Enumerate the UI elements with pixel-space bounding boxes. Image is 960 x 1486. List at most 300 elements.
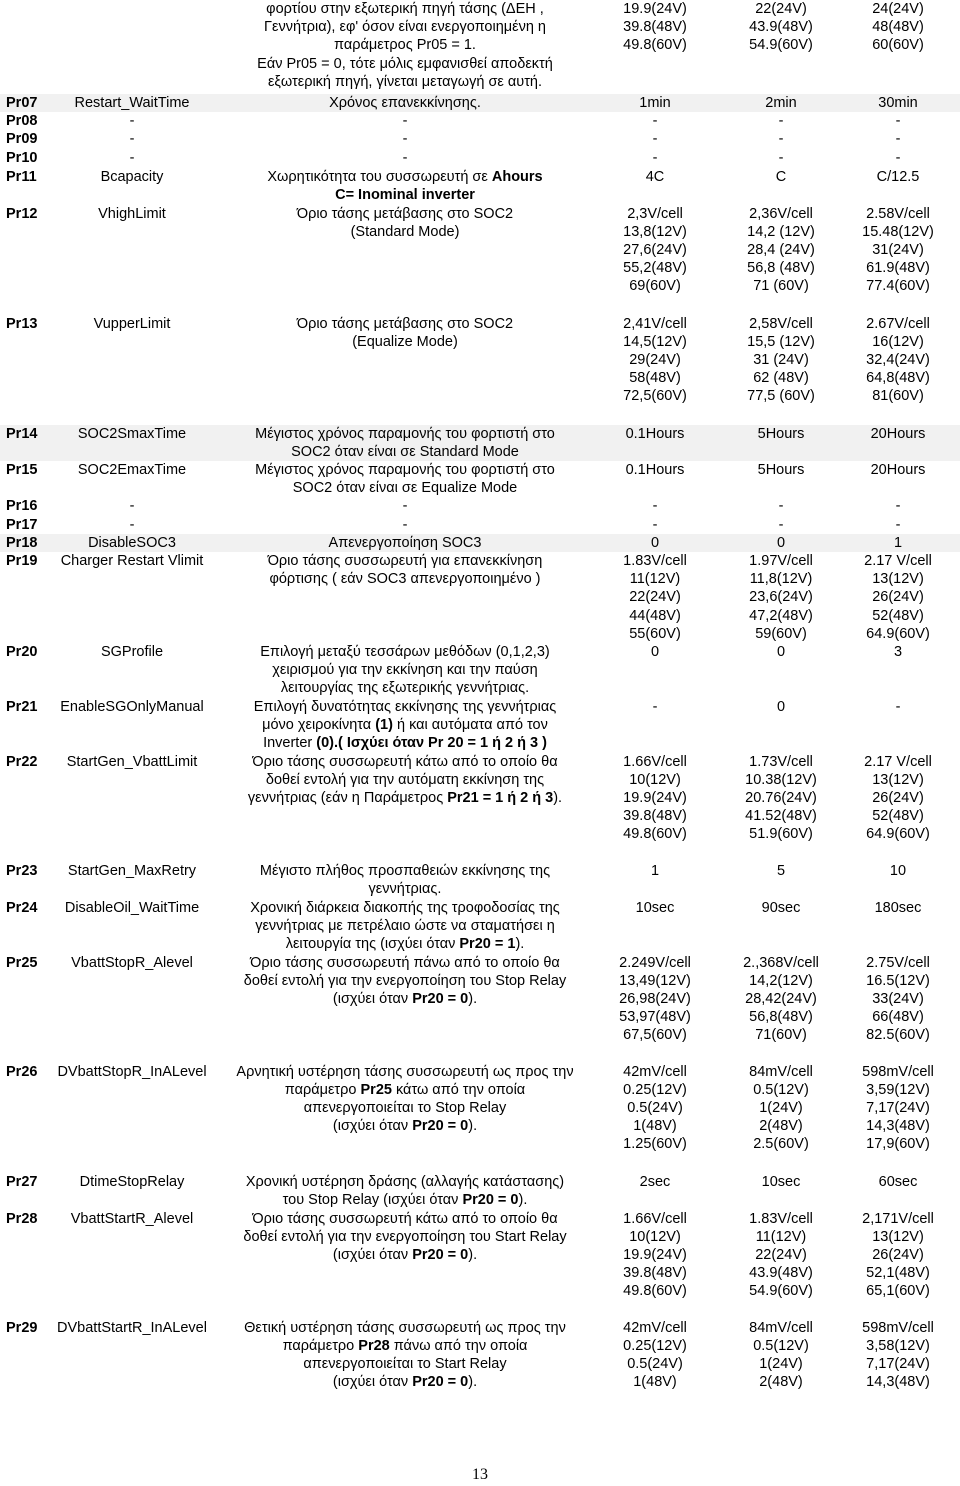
default-value: 2.,368V/cell (743, 954, 819, 971)
parameter-description-cell (218, 1210, 592, 1319)
min-value-cell (592, 205, 718, 315)
max-value-cell (844, 461, 960, 497)
parameter-code: Pr27 (6, 1173, 38, 1190)
default-value: 5Hours (757, 425, 805, 442)
max-value-cell (844, 1210, 960, 1319)
max-value: 20Hours (870, 425, 926, 442)
min-value: 19.9(24V) (623, 1, 687, 17)
parameter-name-cell (46, 862, 218, 899)
parameter-description: Μέγιστο πλήθος προσπαθειών εκκίνησης της (259, 862, 551, 879)
default-value: 31 (24V) (753, 352, 809, 369)
max-value-cell (844, 497, 960, 515)
min-value: 1 (650, 862, 660, 879)
parameter-name: StartGen_VbattLimit (66, 753, 198, 770)
parameter-description-cell (218, 461, 592, 497)
max-value: 60(60V) (872, 37, 924, 54)
default-value: 0 (776, 534, 786, 551)
parameter-code: Pr11 (6, 168, 37, 185)
max-value: 30min (878, 95, 918, 111)
parameter-code: Pr21 (6, 699, 38, 716)
default-value: 84mV/cell (749, 1063, 813, 1080)
max-value: 1 (893, 534, 903, 551)
max-value: 13(12V) (872, 1228, 924, 1245)
parameter-code-cell (0, 954, 46, 1063)
parameter-description: - (402, 131, 408, 148)
parameter-code-cell (0, 862, 46, 899)
default-value: 1(24V) (759, 1100, 803, 1117)
max-value-cell (844, 643, 960, 698)
parameter-code-cell (0, 315, 46, 425)
table-row (0, 698, 960, 753)
min-value-cell (592, 315, 718, 425)
default-value: 54.9(60V) (749, 37, 813, 54)
min-value-cell (592, 534, 718, 552)
default-value-cell (718, 130, 844, 149)
parameter-code: Pr28 (6, 1210, 38, 1227)
parameter-name: VbattStartR_Alevel (70, 1210, 194, 1227)
default-value: 20.76(24V) (745, 790, 817, 807)
parameter-description: (ισχύει όταν Pr20 = 0). (332, 1374, 478, 1391)
parameter-description: SOC2 όταν είναι σε Equalize Mode (292, 480, 518, 497)
min-value-cell (592, 0, 718, 94)
default-value-cell (718, 552, 844, 643)
max-value: - (895, 113, 901, 130)
parameter-code: Pr22 (6, 753, 38, 770)
parameter-description: χειρισμού για την εκκίνηση και την παύση (272, 662, 538, 679)
parameter-name: Restart_WaitTime (74, 95, 190, 111)
min-value: 27,6(24V) (623, 242, 687, 259)
table-row (0, 552, 960, 643)
parameter-description: γεννήτριας. (368, 880, 442, 897)
min-value-cell (592, 1063, 718, 1173)
max-value: 81(60V) (872, 388, 924, 405)
default-value: 62 (48V) (753, 370, 809, 387)
parameter-description-cell (218, 753, 592, 862)
default-value: 2(48V) (759, 1118, 803, 1135)
max-value: 52,1(48V) (866, 1265, 930, 1282)
table-row (0, 1063, 960, 1173)
parameter-code-cell (0, 205, 46, 315)
min-value: 55(60V) (629, 625, 681, 642)
default-value: 56,8(48V) (749, 1009, 813, 1026)
parameter-code-cell (0, 1319, 46, 1393)
default-value-cell (718, 94, 844, 112)
parameter-description: Επιλογή δυνατότητας εκκίνησης της γεννήτριας (253, 699, 557, 716)
parameter-code: Pr15 (6, 462, 38, 479)
max-value-cell (844, 1319, 960, 1393)
max-value-cell (844, 130, 960, 149)
max-value: 65,1(60V) (866, 1283, 930, 1300)
table-row (0, 1319, 960, 1393)
max-value: 20Hours (870, 462, 926, 479)
parameter-code-cell (0, 112, 46, 130)
max-value: 2.58V/cell (866, 205, 930, 222)
default-value: 22(24V) (755, 1247, 807, 1264)
max-value: 2,171V/cell (862, 1210, 934, 1227)
parameter-description: απενεργοποιείται το Stop Relay (303, 1100, 507, 1117)
parameter-description: Μέγιστος χρόνος παραμονής του φορτιστή στο (255, 462, 555, 479)
parameter-description: (ισχύει όταν Pr20 = 0). (332, 991, 478, 1008)
parameter-name: VbattStopR_Alevel (71, 954, 193, 971)
parameter-name: - (129, 516, 135, 533)
default-value: 1(24V) (759, 1356, 803, 1373)
default-value-cell (718, 954, 844, 1063)
parameter-name-cell (46, 315, 218, 425)
parameter-name: EnableSGOnlyManual (60, 699, 204, 716)
parameter-name: Bcapacity (100, 168, 164, 185)
max-value-cell (844, 753, 960, 862)
min-value: 39.8(48V) (623, 1265, 687, 1282)
max-value: 14,3(48V) (866, 1118, 930, 1135)
parameter-description: Όριο τάσης μετάβασης στο SOC2 (296, 205, 514, 222)
parameter-description: παράμετρος Pr05 = 1. (334, 37, 476, 54)
parameter-code-cell (0, 552, 46, 643)
parameter-name: SOC2EmaxTime (77, 462, 187, 479)
max-value: 14,3(48V) (866, 1374, 930, 1391)
min-value: 49.8(60V) (623, 1283, 687, 1300)
parameter-name: DisableSOC3 (88, 534, 176, 551)
parameter-code-cell (0, 130, 46, 149)
max-value: 13(12V) (872, 771, 924, 788)
max-value-cell (844, 862, 960, 899)
max-value: 26(24V) (872, 790, 924, 807)
parameter-description-cell (218, 899, 592, 954)
min-value: - (652, 131, 658, 148)
max-value-cell (844, 112, 960, 130)
parameter-description-cell (218, 643, 592, 698)
default-value: 10sec (761, 1173, 801, 1190)
min-value: 22(24V) (629, 589, 681, 606)
min-value-cell (592, 168, 718, 205)
min-value: 49.8(60V) (623, 37, 687, 54)
parameter-code: Pr08 (6, 113, 38, 130)
default-value-cell (718, 698, 844, 753)
parameter-code-cell (0, 425, 46, 461)
parameter-name-cell (46, 461, 218, 497)
parameter-code: Pr26 (6, 1063, 38, 1080)
default-value: 10.38(12V) (745, 771, 817, 788)
parameter-name: DtimeStopRelay (79, 1173, 185, 1190)
max-value: 26(24V) (872, 1247, 924, 1264)
min-value: 0.25(12V) (623, 1337, 687, 1354)
parameter-description: παράμετρο Pr28 πάνω από την οποία (282, 1337, 528, 1354)
parameter-description-cell (218, 1319, 592, 1393)
max-value: 3,59(12V) (866, 1081, 930, 1098)
min-value: 2,3V/cell (627, 205, 683, 222)
parameter-name-cell (46, 149, 218, 167)
parameter-description: Χρονική υστέρηση δράσης (αλλαγής κατάστασης) (245, 1173, 565, 1190)
default-value: 15,5 (12V) (747, 333, 815, 350)
table-row (0, 94, 960, 112)
min-value: 1.66V/cell (623, 1210, 687, 1227)
parameter-description-cell (218, 149, 592, 167)
parameter-description-cell (218, 954, 592, 1063)
min-value: 4C (645, 168, 665, 185)
max-value-cell (844, 205, 960, 315)
min-value: 39.8(48V) (623, 19, 687, 36)
parameter-code-cell (0, 1210, 46, 1319)
min-value: - (652, 516, 658, 533)
max-value: 24(24V) (872, 1, 924, 17)
parameter-code-cell (0, 1063, 46, 1173)
max-value: 26(24V) (872, 589, 924, 606)
min-value: 2sec (639, 1173, 671, 1190)
parameter-code-cell (0, 643, 46, 698)
parameter-name-cell (46, 168, 218, 205)
parameter-code: Pr24 (6, 899, 38, 916)
table-row (0, 497, 960, 515)
min-value-cell (592, 149, 718, 167)
default-value: 0.5(12V) (753, 1337, 809, 1354)
parameter-description: - (402, 150, 408, 167)
default-value: 5Hours (757, 462, 805, 479)
parameter-code-cell (0, 497, 46, 515)
default-value: 51.9(60V) (749, 826, 813, 843)
min-value-cell (592, 753, 718, 862)
table-row (0, 0, 960, 94)
min-value: 1.83V/cell (623, 553, 687, 570)
parameter-code-cell (0, 516, 46, 534)
default-value-cell (718, 205, 844, 315)
parameter-name: DisableOil_WaitTime (64, 899, 200, 916)
parameter-code: Pr17 (6, 516, 38, 533)
parameter-name-cell (46, 1210, 218, 1319)
default-value-cell (718, 862, 844, 899)
table-row (0, 425, 960, 461)
max-value: 598mV/cell (862, 1319, 934, 1336)
parameter-code-cell (0, 168, 46, 205)
max-value: - (895, 150, 901, 167)
max-value: 64,8(48V) (866, 370, 930, 387)
parameter-name: Charger Restart Vlimit (60, 553, 204, 570)
min-value: 14,5(12V) (623, 333, 687, 350)
default-value: 77,5 (60V) (747, 388, 815, 405)
default-value-cell (718, 643, 844, 698)
min-value: 0.1Hours (625, 425, 685, 442)
min-value: 49.8(60V) (623, 826, 687, 843)
parameter-name-cell (46, 94, 218, 112)
max-value: 64.9(60V) (866, 826, 930, 843)
parameter-name-cell (46, 1063, 218, 1173)
parameter-code: Pr23 (6, 862, 38, 879)
parameter-description: - (402, 113, 408, 130)
parameter-code: Pr19 (6, 553, 38, 570)
max-value-cell (844, 1173, 960, 1210)
parameter-name: StartGen_MaxRetry (67, 862, 197, 879)
parameter-description: (Standard Mode) (350, 223, 460, 240)
default-value: 14,2(12V) (749, 972, 813, 989)
parameter-description: Μέγιστος χρόνος παραμονής του φορτιστή στο (255, 425, 555, 442)
parameter-code-cell (0, 149, 46, 167)
default-value: 1.73V/cell (749, 753, 813, 770)
default-value: 11(12V) (755, 1228, 807, 1245)
max-value-cell (844, 1063, 960, 1173)
max-value: 3,58(12V) (866, 1337, 930, 1354)
parameter-description-cell (218, 0, 592, 94)
max-value: C/12.5 (876, 168, 920, 185)
parameter-code: Pr07 (6, 95, 38, 111)
parameter-code-cell (0, 0, 46, 94)
min-value: 10(12V) (629, 1228, 681, 1245)
parameter-description: δοθεί εντολή για την ενεργοποίηση του Start Relay (243, 1228, 567, 1245)
table-row (0, 1210, 960, 1319)
parameter-code: Pr29 (6, 1319, 38, 1336)
parameter-description-cell (218, 168, 592, 205)
min-value: 26,98(24V) (619, 991, 691, 1008)
max-value-cell (844, 899, 960, 954)
min-value-cell (592, 461, 718, 497)
min-value-cell (592, 130, 718, 149)
default-value: 59(60V) (755, 625, 807, 642)
parameter-name: DVbattStopR_InALevel (57, 1063, 207, 1080)
parameter-name-cell (46, 552, 218, 643)
parameter-name-cell (46, 425, 218, 461)
max-value: 15.48(12V) (862, 223, 934, 240)
max-value-cell (844, 534, 960, 552)
parameter-name-cell (46, 497, 218, 515)
min-value-cell (592, 94, 718, 112)
max-value-cell (844, 94, 960, 112)
max-value: 16(12V) (872, 333, 924, 350)
parameter-name: DVbattStartR_InALevel (57, 1319, 207, 1336)
parameter-code: Pr14 (6, 425, 38, 442)
min-value: 67,5(60V) (623, 1027, 687, 1044)
parameter-code: Pr12 (6, 205, 38, 222)
default-value: - (778, 150, 784, 167)
min-value: 1(48V) (633, 1374, 677, 1391)
parameter-description: Inverter (0).( Ισχύει όταν Pr 20 = 1 ή 2 ή 3 ) (263, 735, 547, 752)
default-value: 43.9(48V) (749, 19, 813, 36)
default-value: 28,4 (24V) (747, 242, 815, 259)
min-value: 58(48V) (629, 370, 681, 387)
default-value: 2,36V/cell (749, 205, 813, 222)
min-value: 55,2(48V) (623, 260, 687, 277)
max-value-cell (844, 954, 960, 1063)
min-value: 42mV/cell (623, 1319, 687, 1336)
min-value: 1(48V) (633, 1118, 677, 1135)
parameter-description: SOC2 όταν είναι σε Standard Mode (291, 443, 519, 460)
max-value: 52(48V) (872, 607, 924, 624)
max-value-cell (844, 516, 960, 534)
parameter-code: Pr09 (6, 131, 38, 148)
parameter-name: - (129, 150, 135, 167)
max-value: 60sec (878, 1173, 918, 1190)
max-value-cell (844, 552, 960, 643)
parameter-name-cell (46, 112, 218, 130)
table-row (0, 205, 960, 315)
max-value: 66(48V) (872, 1009, 924, 1026)
parameter-description-cell (218, 1063, 592, 1173)
default-value: 41.52(48V) (745, 808, 817, 825)
max-value: - (895, 516, 901, 533)
parameter-description: Εάν Pr05 = 0, τότε μόλις εμφανισθεί αποδεκτή (257, 55, 553, 72)
parameter-description: Χρόνος επανεκκίνησης. (329, 95, 481, 111)
default-value: 84mV/cell (749, 1319, 813, 1336)
min-value: 10(12V) (629, 771, 681, 788)
min-value-cell (592, 954, 718, 1063)
min-value: 19.9(24V) (623, 790, 687, 807)
min-value-cell (592, 497, 718, 515)
table-row (0, 149, 960, 167)
table-row (0, 461, 960, 497)
max-value: 32,4(24V) (866, 352, 930, 369)
parameter-code-cell (0, 534, 46, 552)
parameter-name-cell (46, 0, 218, 94)
default-value: - (778, 131, 784, 148)
parameter-description: Απενεργοποίηση SOC3 (328, 534, 482, 551)
default-value: 71(60V) (755, 1027, 807, 1044)
max-value: 31(24V) (872, 242, 924, 259)
max-value: - (895, 699, 901, 716)
parameter-description: Γεννήτρια), εφ' όσον είναι ενεργοποιημένη η (264, 19, 546, 36)
parameter-code: Pr18 (6, 534, 38, 551)
parameter-description: Όριο τάσης μετάβασης στο SOC2 (296, 315, 514, 332)
default-value: 90sec (761, 899, 801, 916)
table-row (0, 534, 960, 552)
parameter-description: γεννήτριας (εάν η Παράμετρος Pr21 = 1 ή 2 ή 3). (247, 790, 563, 807)
parameter-name-cell (46, 516, 218, 534)
parameter-description-cell (218, 698, 592, 753)
max-value: 7,17(24V) (866, 1356, 930, 1373)
parameter-description-cell (218, 112, 592, 130)
min-value: 53,97(48V) (619, 1009, 691, 1026)
default-value: C (775, 168, 787, 185)
parameter-description: απενεργοποιείται το Start Relay (303, 1356, 507, 1373)
table-row (0, 315, 960, 425)
max-value: 16.5(12V) (866, 972, 930, 989)
parameter-code-cell (0, 899, 46, 954)
default-value: 0 (776, 644, 786, 661)
max-value: - (895, 498, 901, 515)
min-value: 0.5(24V) (627, 1100, 683, 1117)
default-value-cell (718, 149, 844, 167)
min-value: 13,49(12V) (619, 972, 691, 989)
default-value: - (778, 113, 784, 130)
max-value: - (895, 131, 901, 148)
parameter-code: Pr20 (6, 644, 38, 661)
max-value-cell (844, 425, 960, 461)
max-value: 17,9(60V) (866, 1136, 930, 1153)
parameter-description-cell (218, 315, 592, 425)
min-value: 0 (650, 534, 660, 551)
default-value-cell (718, 425, 844, 461)
min-value: 39.8(48V) (623, 808, 687, 825)
parameter-code: Pr13 (6, 315, 38, 332)
default-value: 14,2 (12V) (747, 223, 815, 240)
default-value: 56,8 (48V) (747, 260, 815, 277)
parameter-name-cell (46, 205, 218, 315)
min-value: 72,5(60V) (623, 388, 687, 405)
min-value: 19.9(24V) (623, 1247, 687, 1264)
max-value: 61.9(48V) (866, 260, 930, 277)
parameter-name: VupperLimit (93, 315, 171, 332)
default-value-cell (718, 315, 844, 425)
table-row (0, 643, 960, 698)
parameter-description: Αρνητική υστέρηση τάσης συσσωρευτή ως προς την (236, 1063, 574, 1080)
parameter-code-cell (0, 94, 46, 112)
parameter-description: Επιλογή μεταξύ τεσσάρων μεθόδων (0,1,2,3) (260, 644, 550, 661)
table-row (0, 516, 960, 534)
min-value: 1.25(60V) (623, 1136, 687, 1153)
table-row (0, 753, 960, 862)
table-row (0, 1173, 960, 1210)
min-value-cell (592, 112, 718, 130)
max-value: 64.9(60V) (866, 625, 930, 642)
max-value: 180sec (874, 899, 922, 916)
parameter-code: Pr10 (6, 150, 38, 167)
default-value-cell (718, 534, 844, 552)
min-value: 29(24V) (629, 352, 681, 369)
